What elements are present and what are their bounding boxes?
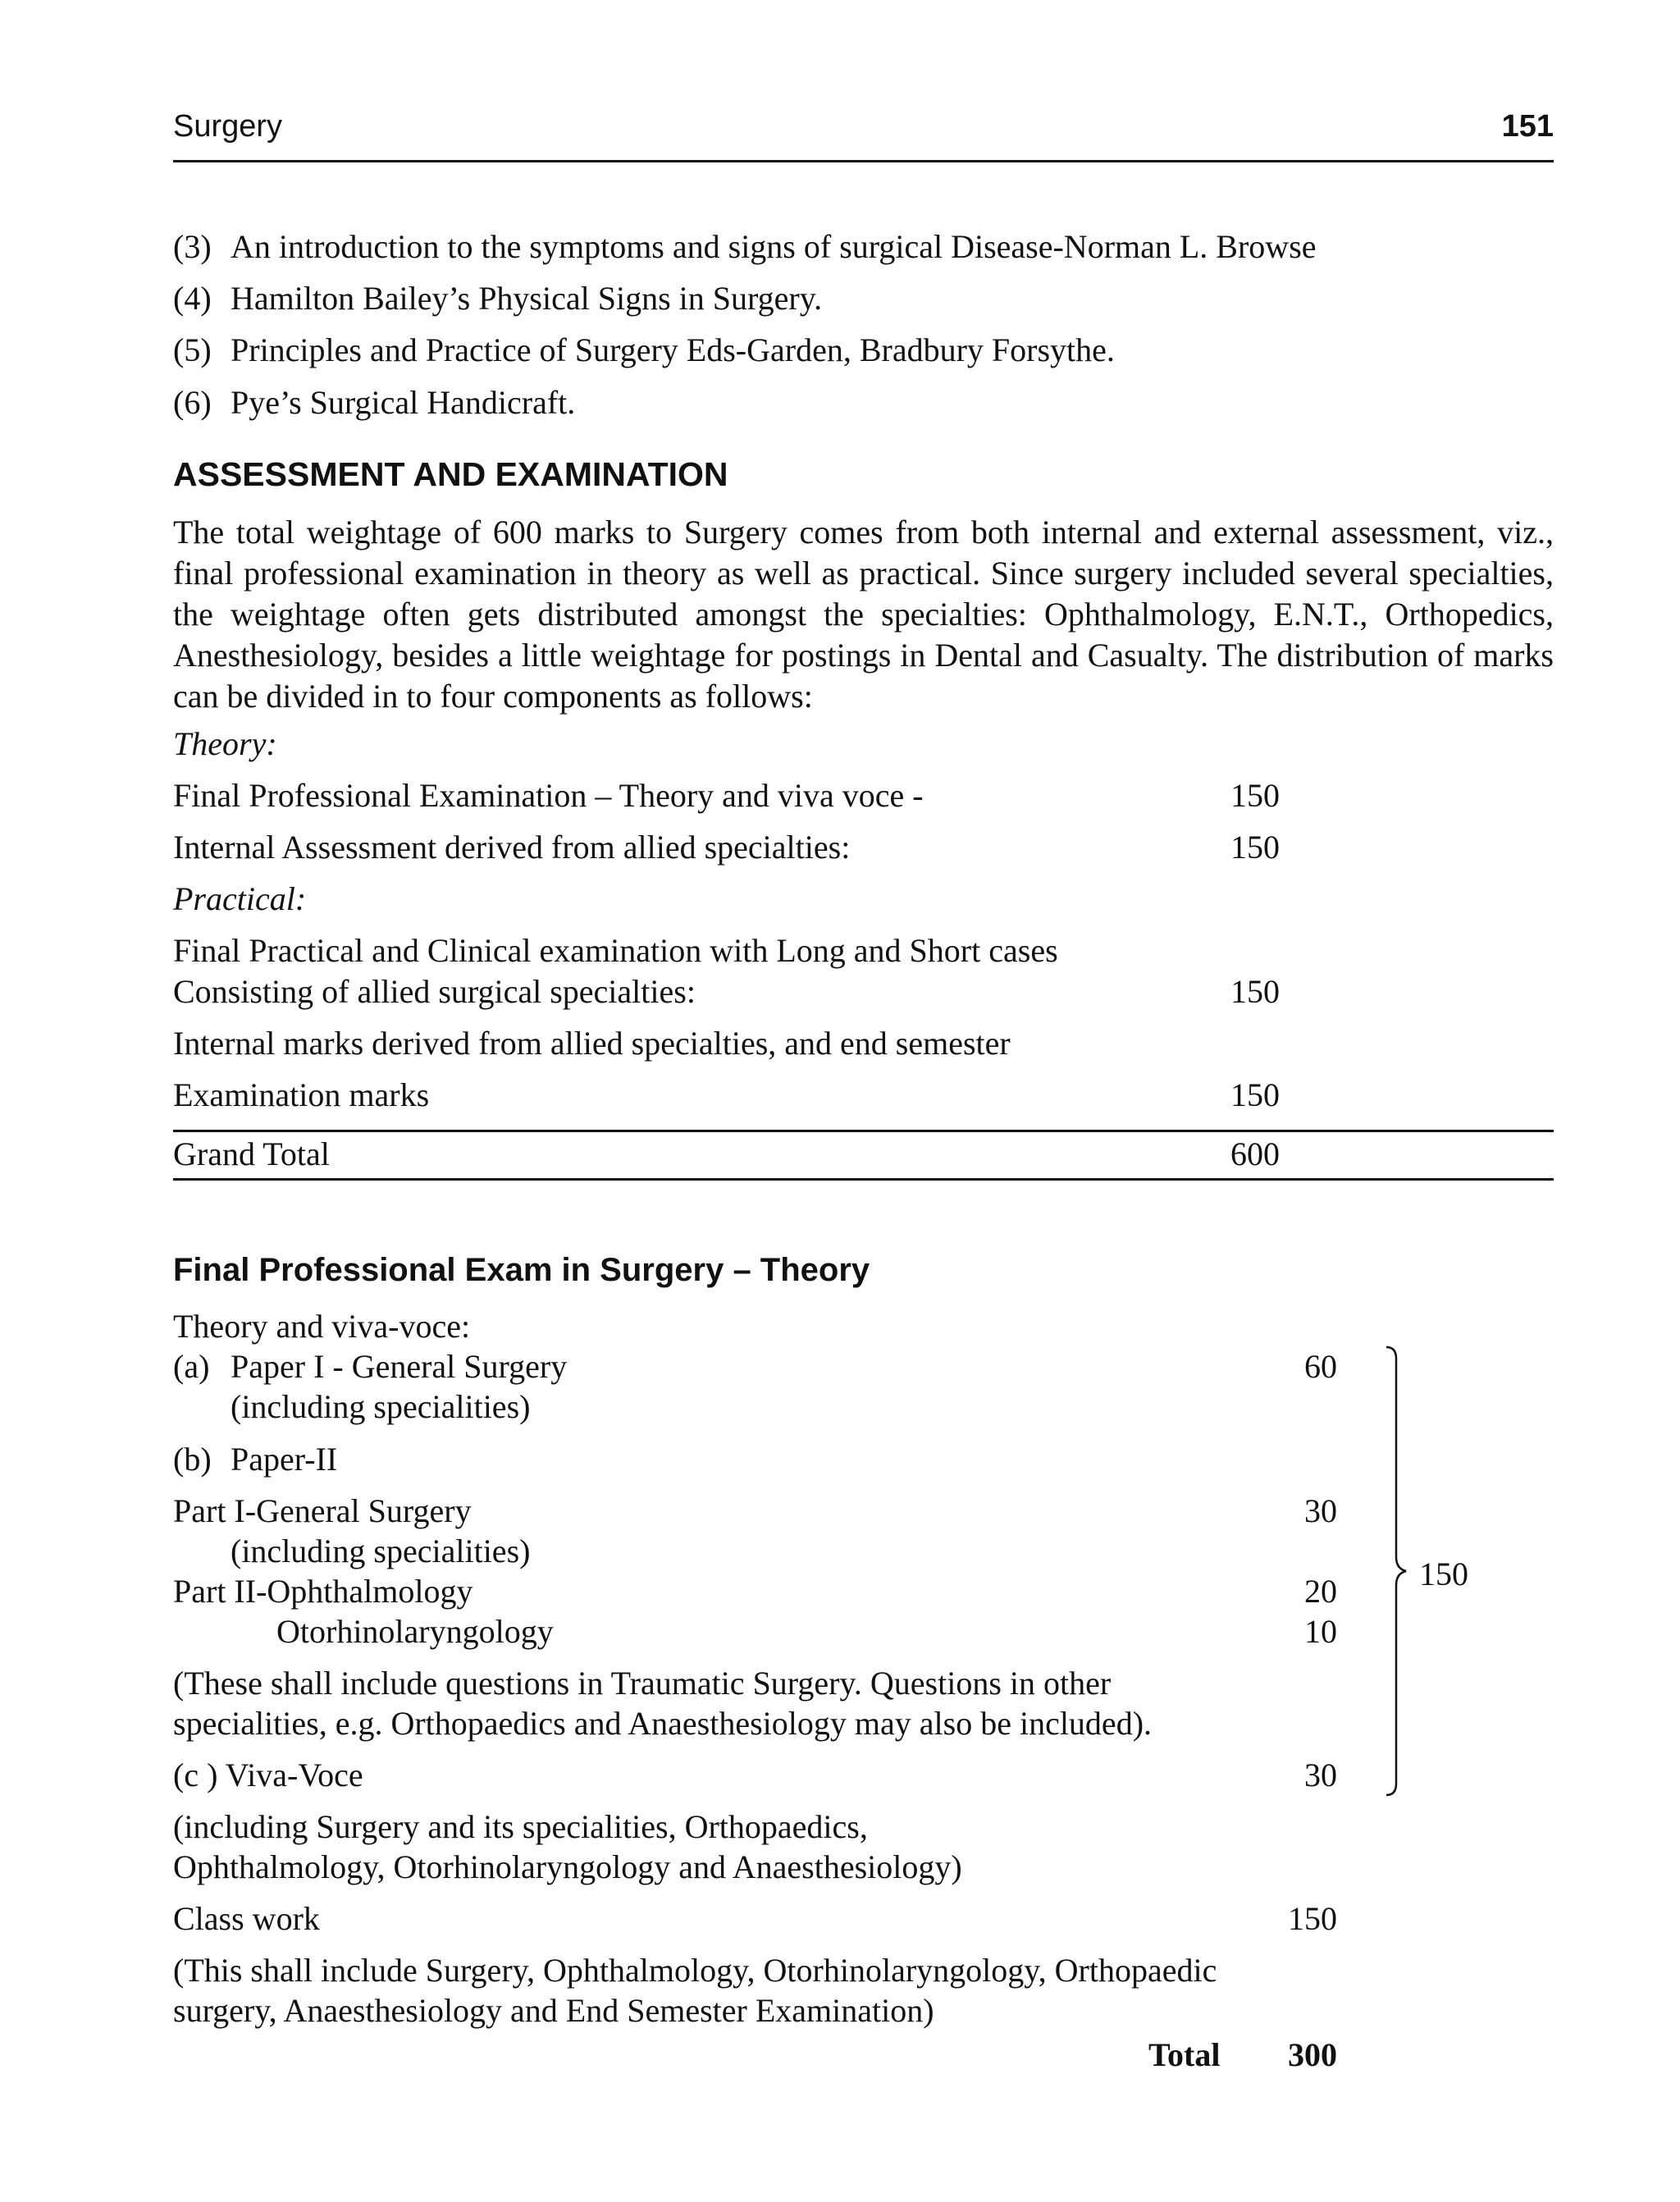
total-top-rule (173, 1130, 1554, 1132)
classwork-value: 150 (1288, 1900, 1337, 1937)
reference-text: An introduction to the symptoms and signs of surgical Disease-Norman L. Browse (231, 228, 1317, 265)
ent-label: Otorhinolaryngology (276, 1613, 554, 1650)
reference-number: (4) (173, 280, 212, 317)
viva-value: 30 (1304, 1757, 1337, 1793)
theory-label: Theory: (173, 725, 277, 762)
practical-label: Practical: (173, 880, 307, 917)
total-label: Total (1148, 2036, 1221, 2073)
note-text: Ophthalmology, Otorhinolaryngology and Anaesthesiology) (173, 1848, 962, 1885)
reference-text: Principles and Practice of Surgery Eds-Garden, Bradbury Forsythe. (231, 331, 1115, 368)
right-brace (1385, 1345, 1409, 1797)
total-value: 300 (1288, 2036, 1337, 2073)
theory-row-value: 150 (1230, 777, 1280, 814)
final-exam-intro: Theory and viva-voce: (173, 1308, 471, 1345)
theory-row-label: Final Professional Examination – Theory and viva voce - (173, 777, 924, 814)
practical-row-value: 150 (1230, 973, 1280, 1010)
viva-label: (c ) Viva-Voce (173, 1757, 363, 1793)
part1-label: Part I-General Surgery (173, 1492, 472, 1529)
grand-total-value: 600 (1230, 1135, 1280, 1172)
page-number: 151 (1501, 109, 1554, 144)
reference-number: (3) (173, 228, 212, 265)
note-text: (This shall include Surgery, Ophthalmology, Otorhinolaryngology, Orthopaedic (173, 1952, 1217, 1989)
practical-row-label: Internal marks derived from allied specialties, and end semester (173, 1025, 1011, 1062)
reference-number: (6) (173, 384, 212, 421)
part2-value: 20 (1304, 1573, 1337, 1610)
assessment-heading: ASSESSMENT AND EXAMINATION (173, 455, 728, 493)
reference-number: (5) (173, 331, 212, 368)
note-text: (These shall include questions in Traumatic Surgery. Questions in other (173, 1665, 1112, 1702)
paper1-value: 60 (1304, 1348, 1337, 1385)
part1-sub: (including specialities) (231, 1533, 531, 1569)
ent-value: 10 (1304, 1613, 1337, 1650)
grand-total-label: Grand Total (173, 1135, 330, 1172)
final-exam-heading: Final Professional Exam in Surgery – Theory (173, 1252, 870, 1288)
total-bottom-rule (173, 1178, 1554, 1181)
header-rule (173, 160, 1554, 162)
reference-text: Pye’s Surgical Handicraft. (231, 384, 576, 421)
practical-row-label: Final Practical and Clinical examination with Long and Short cases (173, 932, 1058, 969)
practical-row-value: 150 (1230, 1076, 1280, 1113)
practical-row-label: Consisting of allied surgical specialties: (173, 973, 696, 1010)
paper1-number: (a) (173, 1348, 210, 1385)
classwork-label: Class work (173, 1900, 320, 1937)
paper1-sub: (including specialities) (231, 1388, 531, 1425)
practical-row-label: Examination marks (173, 1076, 430, 1113)
right-brace-icon (1385, 1345, 1409, 1797)
note-text: specialities, e.g. Orthopaedics and Anaesthesiology may also be included). (173, 1705, 1153, 1742)
running-title: Surgery (173, 109, 283, 144)
part1-value: 30 (1304, 1492, 1337, 1529)
theory-row-value: 150 (1230, 829, 1280, 866)
assessment-paragraph: The total weightage of 600 marks to Surgery comes from both internal and external assessment, viz., final professional examination in theory as well as practical. Since surgery included several specialties, the weightage often gets distributed amongst the specialties: Ophthalmology, E.N.T., Orthopedics, Anesthesiology, besides a little weightage for postings in Dental and Casualty. The distribution of marks can be divided in to four components as follows: (173, 514, 1554, 715)
brace-total: 150 (1419, 1556, 1468, 1592)
note-text: (including Surgery and its specialities, Orthopaedics, (173, 1808, 868, 1845)
note-text: surgery, Anaesthesiology and End Semester Examination) (173, 1992, 934, 2029)
paper1-label: Paper I - General Surgery (231, 1348, 568, 1385)
part2-label: Part II-Ophthalmology (173, 1573, 473, 1610)
reference-text: Hamilton Bailey’s Physical Signs in Surgery. (231, 280, 823, 317)
paper2-label: Paper-II (231, 1441, 338, 1478)
paper2-number: (b) (173, 1441, 212, 1478)
theory-row-label: Internal Assessment derived from allied specialties: (173, 829, 851, 866)
